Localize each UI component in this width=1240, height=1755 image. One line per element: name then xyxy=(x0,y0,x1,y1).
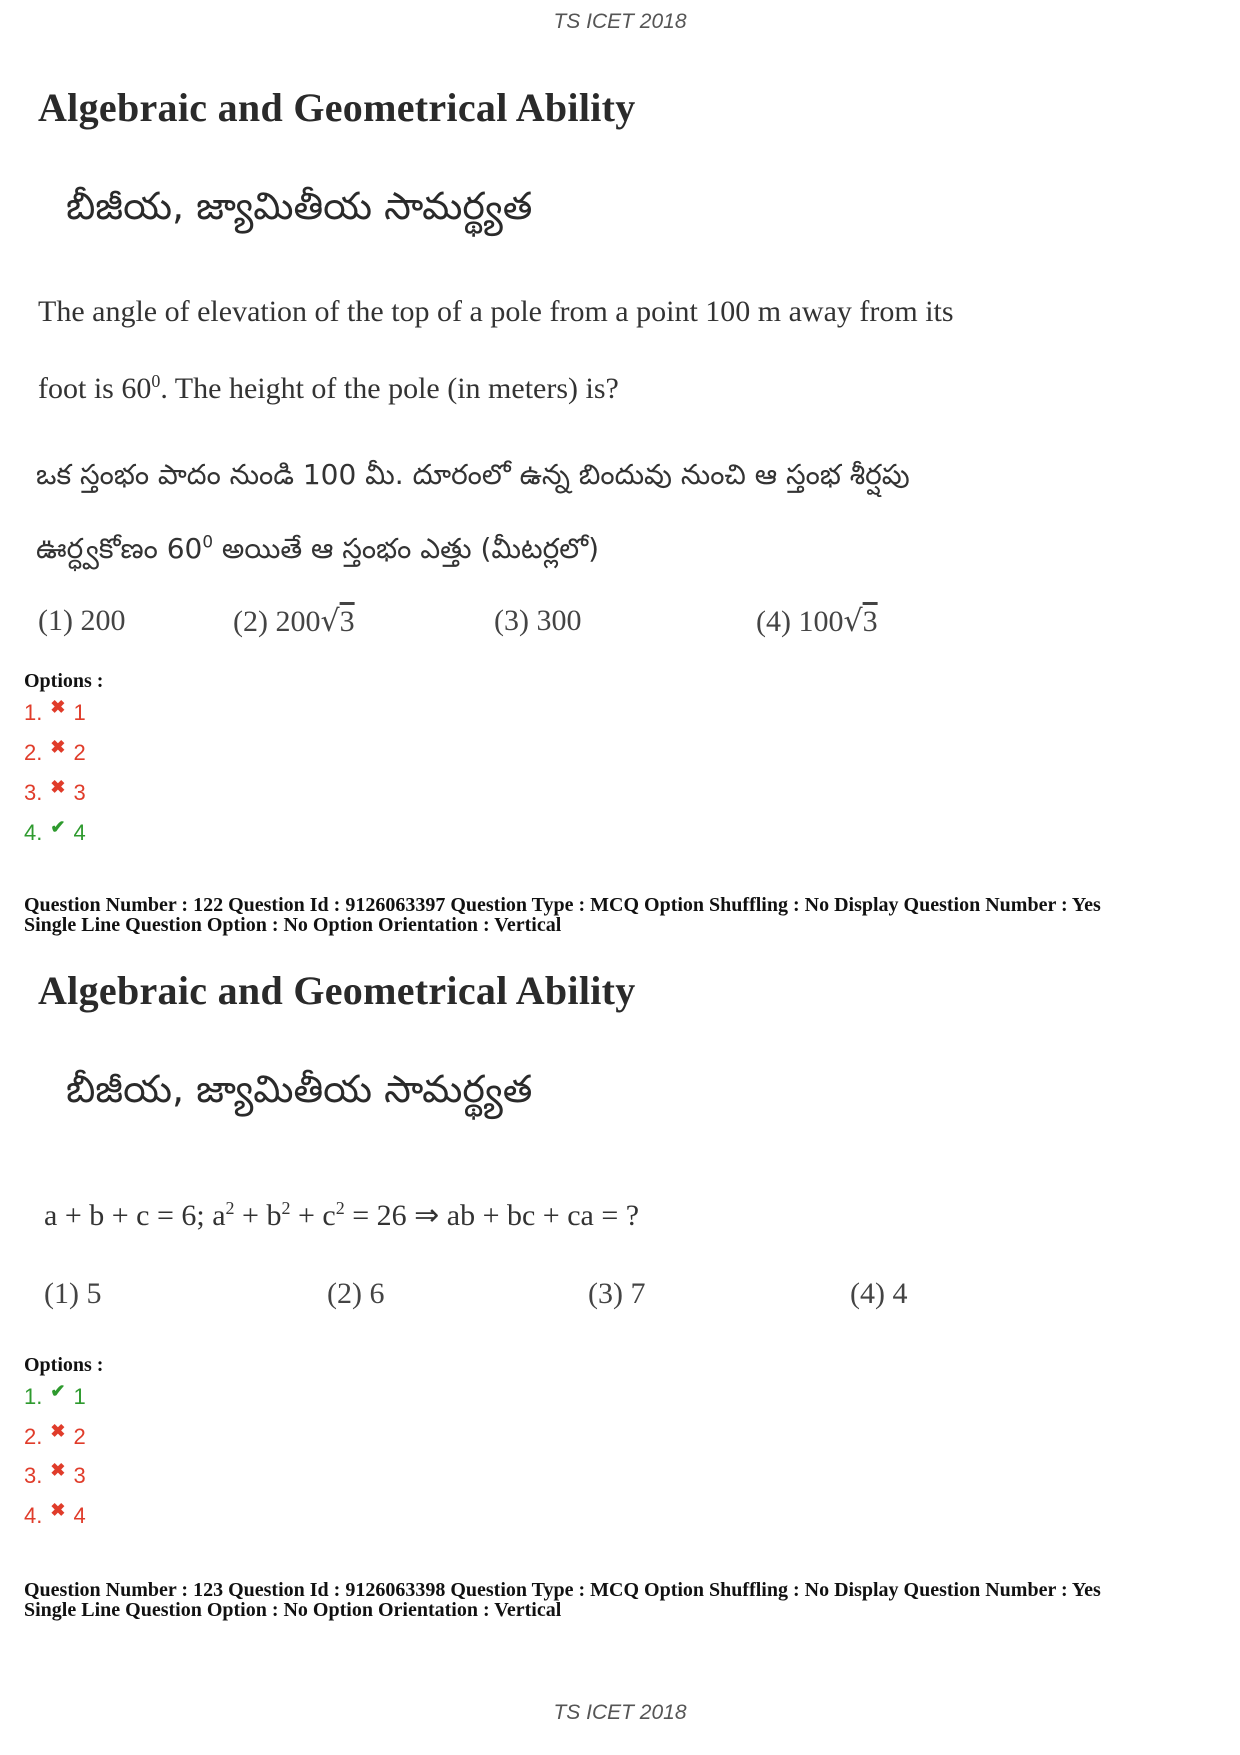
options-heading: Options : xyxy=(24,670,104,692)
page-header: TS ICET 2018 xyxy=(553,10,687,33)
question-metadata xyxy=(24,895,1224,935)
cross-icon: ✖ xyxy=(50,736,66,757)
equation-text: a + b + c = 6; $a^2 + b^2 + c^2 = 26$ ⇒ ab + bc + ca = ? xyxy=(44,1198,640,1232)
option-row xyxy=(24,776,86,806)
option-row xyxy=(24,1420,86,1450)
question-metadata-line-1: Question Number : 122 Question Id : 9126063397 Question Type : MCQ Option Shuffling : No Display Question Number : Yes xyxy=(24,894,1101,916)
answer-choice-4: (4) 4 xyxy=(850,1277,908,1310)
option-row xyxy=(24,1499,86,1529)
answer-choice-1: (1) 200 xyxy=(38,604,126,637)
cross-icon: ✖ xyxy=(50,696,66,717)
cross-icon: ✖ xyxy=(50,1459,66,1480)
option-index: 2. xyxy=(24,1424,43,1449)
option-row xyxy=(24,1380,86,1410)
answer-choice-2: (2) 6 xyxy=(327,1277,385,1310)
option-row xyxy=(24,816,86,846)
options-heading: Options : xyxy=(24,1354,104,1376)
answer-choice-2: (2) 200√3 xyxy=(233,604,355,639)
answer-choice-3: (3) 300 xyxy=(494,604,582,637)
cross-icon: ✖ xyxy=(50,1420,66,1441)
checkmark-icon: ✔ xyxy=(50,816,66,837)
option-index: 1. xyxy=(24,700,43,725)
option-label: 1 xyxy=(73,1384,86,1409)
answer-choice-1: (1) 5 xyxy=(44,1277,102,1310)
option-label: 3 xyxy=(73,1463,86,1488)
section-title: Algebraic and Geometrical Ability xyxy=(38,968,636,1013)
option-row xyxy=(24,696,86,726)
option-label: 2 xyxy=(73,1424,86,1449)
option-index: 3. xyxy=(24,780,43,805)
option-index: 1. xyxy=(24,1384,43,1409)
question-text-telugu-line-2: ఊర్ధ్వకోణం $60^0$ అయితే ఆ స్తంభం ఎత్తు (మీటర్లలో) xyxy=(36,531,600,565)
option-label: 1 xyxy=(73,700,86,725)
page-footer: TS ICET 2018 xyxy=(553,1701,687,1724)
option-index: 2. xyxy=(24,740,43,765)
question-text-telugu-line-1: ఒక స్తంభం పాదం నుండి 100 మీ. దూరంలో ఉన్న బిందువు నుంచి ఆ స్తంభ శీర్షపు xyxy=(36,458,910,491)
option-label: 4 xyxy=(73,820,86,845)
question-text-line-1: The angle of elevation of the top of a pole from a point 100 m away from its xyxy=(38,295,954,328)
question-text-line-2: foot is $60^0$. The height of the pole (in meters) is? xyxy=(38,371,619,405)
option-index: 4. xyxy=(24,820,43,845)
option-row xyxy=(24,1459,86,1489)
answer-choice-4: (4) 100√3 xyxy=(756,604,878,639)
question-metadata-line-1: Question Number : 123 Question Id : 9126063398 Question Type : MCQ Option Shuffling : No Display Question Number : Yes xyxy=(24,1579,1101,1601)
section-title: Algebraic and Geometrical Ability xyxy=(38,85,636,130)
option-label: 3 xyxy=(73,780,86,805)
option-label: 2 xyxy=(73,740,86,765)
question-metadata xyxy=(24,1580,1224,1620)
section-title-telugu: బీజీయ, జ్యామితీయ సామర్థ్యత xyxy=(66,1067,533,1111)
cross-icon: ✖ xyxy=(50,776,66,797)
option-label: 4 xyxy=(73,1503,86,1528)
question-metadata-line-2: Single Line Question Option : No Option Orientation : Vertical xyxy=(24,1599,562,1621)
answer-choice-3: (3) 7 xyxy=(588,1277,646,1310)
question-metadata-line-2: Single Line Question Option : No Option Orientation : Vertical xyxy=(24,914,562,936)
option-index: 3. xyxy=(24,1463,43,1488)
section-title-telugu: బీజీయ, జ్యామితీయ సామర్థ్యత xyxy=(66,184,533,228)
option-row xyxy=(24,736,86,766)
cross-icon: ✖ xyxy=(50,1499,66,1520)
checkmark-icon: ✔ xyxy=(50,1380,66,1401)
option-index: 4. xyxy=(24,1503,43,1528)
